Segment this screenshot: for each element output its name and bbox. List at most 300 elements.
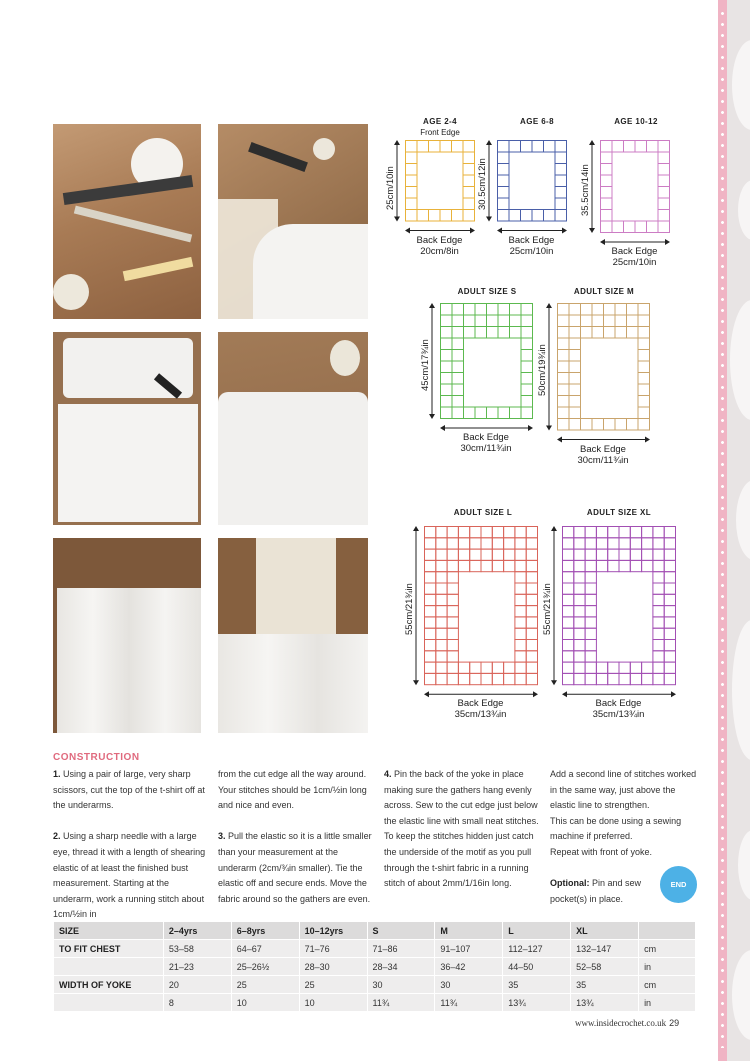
grid-cell bbox=[425, 549, 436, 560]
grid-cell bbox=[664, 572, 675, 583]
back-edge-measure: 30cm/11¾in bbox=[577, 454, 629, 466]
grid-cell bbox=[638, 327, 650, 339]
photo-elastic-gathering bbox=[218, 332, 368, 525]
grid-cell bbox=[464, 327, 476, 339]
diagram-title: ADULT SIZE M bbox=[573, 287, 635, 296]
grid-cell bbox=[585, 549, 596, 560]
grid-cell bbox=[569, 315, 581, 327]
grid-cell bbox=[569, 327, 581, 339]
grid-cell bbox=[563, 527, 574, 538]
diagram-height-label: 55cm/21¾in bbox=[542, 583, 553, 636]
grid-cell bbox=[510, 315, 522, 327]
table-cell: WIDTH OF YOKE bbox=[54, 976, 164, 994]
yoke-grid-diagram bbox=[540, 526, 677, 700]
optional-note bbox=[550, 876, 660, 907]
grid-cell bbox=[569, 396, 581, 408]
page-number: 29 bbox=[669, 1018, 680, 1028]
table-header-cell: 10–12yrs bbox=[299, 922, 367, 940]
grid-cell bbox=[608, 662, 619, 673]
floral-shape bbox=[738, 180, 750, 240]
grid-cell bbox=[638, 373, 650, 385]
grid-cell bbox=[638, 361, 650, 373]
grid-cell bbox=[664, 617, 675, 628]
grid-cell bbox=[504, 549, 515, 560]
table-cell: cm bbox=[639, 976, 696, 994]
grid-cell bbox=[604, 419, 616, 431]
grid-cell bbox=[624, 221, 636, 233]
grid-cell bbox=[515, 583, 526, 594]
grid-cell bbox=[585, 673, 596, 684]
grid-cell bbox=[581, 304, 593, 316]
grid-cell bbox=[615, 304, 627, 316]
grid-cell bbox=[406, 210, 418, 222]
grid-cell bbox=[627, 315, 639, 327]
grid-cell bbox=[612, 221, 624, 233]
step-number: 3. bbox=[218, 831, 226, 842]
grid-cell bbox=[425, 617, 436, 628]
grid-cell bbox=[515, 640, 526, 651]
grid-cell bbox=[526, 583, 537, 594]
grid-cell bbox=[463, 198, 475, 210]
diagram-height-label: 50cm/19¾in bbox=[537, 344, 548, 397]
back-edge-measure: 25cm/10in bbox=[509, 245, 554, 257]
grid-cell bbox=[526, 628, 537, 639]
grid-cell bbox=[569, 304, 581, 316]
arrow-head bbox=[394, 140, 400, 145]
grid-cell bbox=[498, 141, 510, 153]
grid-cell bbox=[515, 617, 526, 628]
grid-cell bbox=[515, 549, 526, 560]
grid-cell bbox=[569, 407, 581, 419]
grid-cell bbox=[569, 384, 581, 396]
arrow-head bbox=[551, 680, 557, 685]
grid-cell bbox=[664, 673, 675, 684]
grid-cell bbox=[441, 350, 453, 362]
grid-cell bbox=[436, 606, 447, 617]
diagram-width-label bbox=[574, 698, 664, 720]
back-edge-label: Back Edge bbox=[463, 432, 509, 443]
grid-cell bbox=[463, 210, 475, 222]
grid-cell bbox=[658, 152, 670, 164]
grid-cell bbox=[447, 538, 458, 549]
arrow-head bbox=[528, 425, 533, 431]
grid-cell bbox=[627, 327, 639, 339]
grid-cell bbox=[558, 384, 570, 396]
grid-cell bbox=[452, 350, 464, 362]
table-header-row bbox=[54, 922, 696, 940]
grid-cell bbox=[585, 617, 596, 628]
grid-cell bbox=[642, 538, 653, 549]
grid-cell bbox=[574, 583, 585, 594]
grid-cell bbox=[447, 572, 458, 583]
diagram-title: AGE 6-8 bbox=[520, 117, 554, 126]
grid-cell bbox=[521, 407, 533, 419]
grid-cell bbox=[425, 673, 436, 684]
grid-cell bbox=[475, 304, 487, 316]
grid-cell bbox=[574, 662, 585, 673]
grid-cell bbox=[521, 396, 533, 408]
grid-cell bbox=[470, 549, 481, 560]
grid-cell bbox=[653, 594, 664, 605]
grid-cell bbox=[436, 662, 447, 673]
grid-cell bbox=[635, 221, 647, 233]
table-cell: 30 bbox=[435, 976, 503, 994]
grid-cell bbox=[487, 407, 499, 419]
grid-cell bbox=[526, 651, 537, 662]
grid-cell bbox=[619, 549, 630, 560]
grid-cell bbox=[630, 549, 641, 560]
grid-cell bbox=[498, 304, 510, 316]
grid-cell bbox=[440, 141, 452, 153]
grid-cell bbox=[574, 606, 585, 617]
grid-cell bbox=[425, 538, 436, 549]
diagram-title: AGE 2-4 bbox=[423, 117, 457, 126]
grid-cell bbox=[658, 175, 670, 187]
grid-cell bbox=[458, 538, 469, 549]
grid-cell bbox=[555, 141, 567, 153]
grid-cell bbox=[574, 549, 585, 560]
grid-cell bbox=[487, 327, 499, 339]
grid-cell bbox=[664, 662, 675, 673]
grid-cell bbox=[498, 164, 510, 176]
arrow-head bbox=[497, 228, 502, 234]
floral-shape bbox=[738, 830, 750, 900]
arrow-head bbox=[486, 140, 492, 145]
arrow-head bbox=[440, 425, 445, 431]
back-edge-label: Back Edge bbox=[508, 234, 555, 246]
table-cell: 112–127 bbox=[503, 940, 571, 958]
grid-cell bbox=[569, 350, 581, 362]
back-edge-label: Back Edge bbox=[595, 698, 642, 710]
diagram-height-label: 35.5cm/14in bbox=[580, 164, 591, 216]
arrow-head bbox=[546, 303, 552, 308]
back-edge-measure: 25cm/10in bbox=[612, 257, 657, 268]
grid-cell bbox=[558, 407, 570, 419]
grid-cell bbox=[619, 673, 630, 684]
grid-cell bbox=[515, 560, 526, 571]
grid-cell bbox=[563, 617, 574, 628]
grid-cell bbox=[601, 210, 613, 222]
grid-cell bbox=[515, 572, 526, 583]
arrow-head bbox=[429, 414, 435, 419]
grid-cell bbox=[509, 141, 521, 153]
grid-cell bbox=[425, 572, 436, 583]
back-edge-measure: 20cm/8in bbox=[420, 245, 459, 257]
grid-cell bbox=[510, 407, 522, 419]
table-cell: 13¾ bbox=[571, 994, 639, 1012]
grid-cell bbox=[526, 572, 537, 583]
grid-cell bbox=[436, 617, 447, 628]
grid-cell bbox=[515, 651, 526, 662]
grid-cell bbox=[619, 662, 630, 673]
grid-cell bbox=[447, 651, 458, 662]
grid-cell bbox=[510, 327, 522, 339]
grid-cell bbox=[563, 560, 574, 571]
yoke-grid-diagram bbox=[383, 140, 476, 237]
grid-cell bbox=[509, 210, 521, 222]
grid-cell bbox=[521, 141, 533, 153]
grid-cell bbox=[664, 640, 675, 651]
grid-cell bbox=[452, 315, 464, 327]
table-cell: 11¾ bbox=[435, 994, 503, 1012]
arrow-head bbox=[413, 680, 419, 685]
grid-cell bbox=[498, 187, 510, 199]
page-footer bbox=[575, 1018, 679, 1028]
grid-cell bbox=[563, 606, 574, 617]
grid-cell bbox=[406, 164, 418, 176]
grid-cell bbox=[521, 327, 533, 339]
grid-cell bbox=[627, 419, 639, 431]
table-header-cell: 6–8yrs bbox=[231, 922, 299, 940]
table-cell: 64–67 bbox=[231, 940, 299, 958]
grid-cell bbox=[436, 549, 447, 560]
table-header-cell: SIZE bbox=[54, 922, 164, 940]
table-header-cell: S bbox=[367, 922, 435, 940]
diagram-title: ADULT SIZE S bbox=[457, 287, 517, 296]
grid-cell bbox=[441, 373, 453, 385]
grid-cell bbox=[504, 527, 515, 538]
grid-cell bbox=[447, 606, 458, 617]
grid-cell bbox=[558, 373, 570, 385]
grid-cell bbox=[563, 538, 574, 549]
table-header-cell bbox=[639, 922, 696, 940]
grid-cell bbox=[555, 187, 567, 199]
floral-shape bbox=[736, 480, 750, 560]
grid-cell bbox=[532, 210, 544, 222]
grid-cell bbox=[653, 628, 664, 639]
photo-tshirt-and-motifs bbox=[218, 124, 368, 319]
grid-cell bbox=[563, 549, 574, 560]
grid-cell bbox=[504, 673, 515, 684]
table-cell: 13¾ bbox=[503, 994, 571, 1012]
decorative-side-band bbox=[718, 0, 750, 1061]
grid-cell bbox=[481, 673, 492, 684]
grid-cell bbox=[481, 538, 492, 549]
grid-cell bbox=[653, 583, 664, 594]
table-header-cell: XL bbox=[571, 922, 639, 940]
grid-cell bbox=[574, 538, 585, 549]
table-cell: 30 bbox=[367, 976, 435, 994]
diagram-width-label bbox=[558, 444, 648, 466]
step-4-repeat-note: Repeat with front of yoke. bbox=[550, 846, 653, 857]
grid-cell bbox=[581, 315, 593, 327]
grid-cell bbox=[406, 175, 418, 187]
step-text: Using a pair of large, very sharp scissors, cut the top of the t-shirt off at the underarms. bbox=[53, 769, 205, 811]
grid-cell bbox=[574, 560, 585, 571]
grid-cell bbox=[658, 198, 670, 210]
grid-cell bbox=[612, 141, 624, 153]
yoke-grid-diagram bbox=[402, 526, 539, 700]
arrow-head bbox=[600, 239, 605, 245]
dot-pattern bbox=[720, 8, 725, 1048]
grid-cell bbox=[436, 560, 447, 571]
grid-cell bbox=[441, 327, 453, 339]
grid-cell bbox=[504, 538, 515, 549]
grid-cell bbox=[642, 673, 653, 684]
grid-cell bbox=[452, 304, 464, 316]
grid-cell bbox=[630, 538, 641, 549]
grid-cell bbox=[569, 419, 581, 431]
grid-cell bbox=[441, 338, 453, 350]
grid-cell bbox=[515, 628, 526, 639]
grid-cell bbox=[558, 315, 570, 327]
grid-cell bbox=[558, 350, 570, 362]
grid-cell bbox=[526, 673, 537, 684]
grid-cell bbox=[585, 572, 596, 583]
grid-cell bbox=[563, 651, 574, 662]
grid-cell bbox=[481, 560, 492, 571]
arrow-head bbox=[562, 228, 567, 234]
grid-cell bbox=[574, 527, 585, 538]
grid-cell bbox=[470, 662, 481, 673]
photo-crochet-supplies bbox=[53, 124, 201, 319]
grid-cell bbox=[436, 673, 447, 684]
grid-cell bbox=[492, 538, 503, 549]
arrow-head bbox=[645, 437, 650, 443]
grid-cell bbox=[425, 606, 436, 617]
grid-cell bbox=[604, 327, 616, 339]
grid-cell bbox=[664, 583, 675, 594]
grid-cell bbox=[608, 560, 619, 571]
yoke-grid-diagram bbox=[578, 140, 671, 248]
grid-cell bbox=[596, 673, 607, 684]
diagram-height-label: 25cm/10in bbox=[385, 166, 396, 211]
grid-cell bbox=[653, 673, 664, 684]
grid-cell bbox=[581, 419, 593, 431]
grid-cell bbox=[664, 651, 675, 662]
grid-cell bbox=[544, 141, 556, 153]
grid-cell bbox=[592, 315, 604, 327]
step-1 bbox=[53, 767, 211, 814]
grid-cell bbox=[470, 538, 481, 549]
grid-cell bbox=[563, 572, 574, 583]
grid-cell bbox=[653, 527, 664, 538]
grid-cell bbox=[585, 651, 596, 662]
grid-cell bbox=[526, 594, 537, 605]
yoke-grid-diagram bbox=[535, 303, 651, 446]
grid-cell bbox=[601, 221, 613, 233]
grid-cell bbox=[555, 152, 567, 164]
grid-cell bbox=[658, 164, 670, 176]
grid-cell bbox=[619, 527, 630, 538]
grid-cell bbox=[515, 594, 526, 605]
grid-cell bbox=[498, 327, 510, 339]
grid-cell bbox=[653, 640, 664, 651]
grid-cell bbox=[498, 407, 510, 419]
grid-cell bbox=[653, 560, 664, 571]
grid-cell bbox=[563, 628, 574, 639]
grid-cell bbox=[425, 628, 436, 639]
grid-cell bbox=[504, 560, 515, 571]
arrow-head bbox=[665, 239, 670, 245]
grid-cell bbox=[615, 315, 627, 327]
grid-cell bbox=[638, 350, 650, 362]
back-edge-label: Back Edge bbox=[416, 234, 463, 246]
table-cell bbox=[54, 994, 164, 1012]
grid-cell bbox=[526, 527, 537, 538]
optional-text: Pin and sew pocket(s) in place. bbox=[550, 878, 642, 904]
grid-cell bbox=[436, 640, 447, 651]
grid-cell bbox=[463, 164, 475, 176]
grid-cell bbox=[563, 662, 574, 673]
grid-cell bbox=[558, 396, 570, 408]
table-cell: 25 bbox=[231, 976, 299, 994]
grid-cell bbox=[498, 175, 510, 187]
grid-cell bbox=[653, 617, 664, 628]
grid-cell bbox=[464, 407, 476, 419]
back-edge-label: Back Edge bbox=[580, 443, 626, 455]
grid-cell bbox=[558, 327, 570, 339]
grid-cell bbox=[464, 304, 476, 316]
grid-cell bbox=[574, 651, 585, 662]
grid-cell bbox=[425, 651, 436, 662]
table-row bbox=[54, 994, 696, 1012]
table-cell: cm bbox=[639, 940, 696, 958]
grid-cell bbox=[658, 210, 670, 222]
grid-cell bbox=[619, 560, 630, 571]
grid-cell bbox=[440, 210, 452, 222]
grid-cell bbox=[653, 662, 664, 673]
diagram-height-label: 55cm/21¾in bbox=[404, 583, 415, 636]
grid-cell bbox=[574, 640, 585, 651]
grid-cell bbox=[664, 594, 675, 605]
grid-cell bbox=[504, 662, 515, 673]
grid-cell bbox=[441, 396, 453, 408]
grid-cell bbox=[638, 304, 650, 316]
grid-cell bbox=[452, 327, 464, 339]
table-cell: 21–23 bbox=[163, 958, 231, 976]
grid-cell bbox=[585, 640, 596, 651]
grid-cell bbox=[581, 327, 593, 339]
grid-cell bbox=[555, 198, 567, 210]
arrow-head bbox=[589, 228, 595, 233]
step-number: 2. bbox=[53, 831, 61, 842]
grid-cell bbox=[436, 651, 447, 662]
grid-cell bbox=[642, 549, 653, 560]
grid-cell bbox=[463, 175, 475, 187]
grid-cell bbox=[425, 560, 436, 571]
grid-cell bbox=[642, 662, 653, 673]
grid-cell bbox=[555, 175, 567, 187]
grid-cell bbox=[521, 315, 533, 327]
step-3 bbox=[218, 829, 376, 907]
grid-cell bbox=[498, 315, 510, 327]
grid-cell bbox=[447, 549, 458, 560]
grid-cell bbox=[619, 538, 630, 549]
table-row bbox=[54, 958, 696, 976]
grid-cell bbox=[447, 560, 458, 571]
grid-cell bbox=[574, 617, 585, 628]
grid-cell bbox=[436, 628, 447, 639]
grid-cell bbox=[521, 210, 533, 222]
back-edge-measure: 35cm/13¾in bbox=[592, 709, 645, 721]
grid-cell bbox=[544, 210, 556, 222]
diagram-height-label: 45cm/17¾in bbox=[420, 338, 431, 391]
grid-cell bbox=[406, 198, 418, 210]
grid-cell bbox=[658, 141, 670, 153]
grid-cell bbox=[417, 141, 429, 153]
grid-cell bbox=[601, 198, 613, 210]
floral-shape bbox=[732, 620, 750, 760]
grid-cell bbox=[653, 572, 664, 583]
grid-cell bbox=[664, 606, 675, 617]
grid-cell bbox=[492, 673, 503, 684]
text-column-1 bbox=[53, 767, 211, 939]
grid-cell bbox=[664, 560, 675, 571]
yoke-grid-diagram bbox=[475, 140, 568, 237]
table-header-cell: M bbox=[435, 922, 503, 940]
grid-cell bbox=[563, 594, 574, 605]
